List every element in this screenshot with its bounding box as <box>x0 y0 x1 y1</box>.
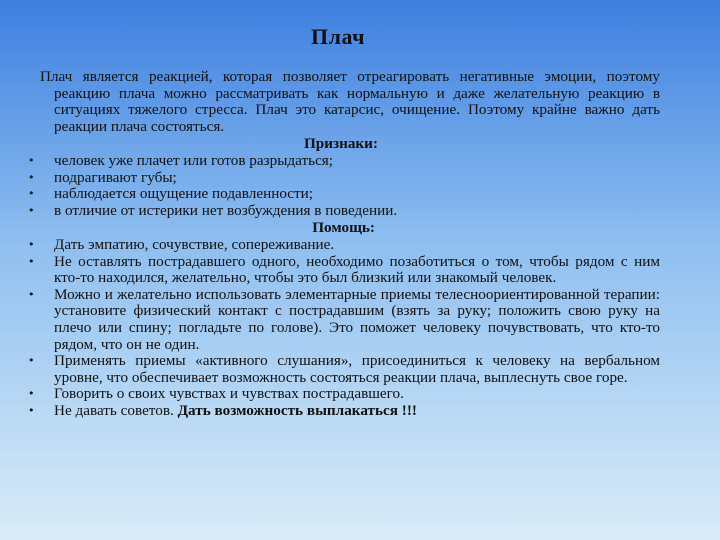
bullet-icon: • <box>28 287 35 301</box>
list-item <box>28 403 660 420</box>
slide-title: Плач <box>311 24 365 49</box>
list-item: • наблюдается ощущение подавленности; <box>28 185 314 203</box>
bullet-icon: • <box>28 153 35 167</box>
signs-heading: Признаки: <box>303 135 378 153</box>
list-item: • Можно и желательно использовать элементарные приемы телесноориентированной терапии: установите физический контакт с пострадавшим (взять за руку; положить свою руку на плечо или спину; погладьте по голове). Это поможет человеку почувствовать, что кто-то рядом, что он не один. <box>28 285 660 353</box>
advice-text: Не давать советов. <box>54 401 178 419</box>
slide-body <box>28 69 660 419</box>
bullet-icon: • <box>28 254 35 268</box>
bullet-icon: • <box>28 354 35 368</box>
list-item: • Не оставлять пострадавшего одного, необходимо позаботиться о том, чтобы рядом с ним кто-то находился, желательно, чтобы это был близкий или знакомый человек. <box>28 252 660 287</box>
bullet-icon: • <box>28 203 35 217</box>
signs-list <box>28 153 660 219</box>
list-item: • человек уже плачет или готов разрыдаться; <box>28 151 334 169</box>
bullet-icon: • <box>28 187 35 201</box>
list-item: • Говорить о своих чувствах и чувствах пострадавшего. <box>28 385 404 403</box>
list-item: • подрагивают губы; <box>28 168 177 186</box>
list-item: • Применять приемы «активного слушания», присоединиться к человеку на вербальном уровне, что обеспечивает возможность состояться реакции плача, выплеснуть свое горе. <box>28 352 660 386</box>
bullet-icon: • <box>28 403 35 417</box>
list-item: • в отличие от истерики нет возбуждения в поведении. <box>28 201 398 219</box>
bullet-icon: • <box>28 170 35 184</box>
help-heading: Помощь: <box>312 219 375 237</box>
help-list <box>28 237 660 420</box>
intro-paragraph: Плач является реакцией, которая позволяет отреагировать негативные эмоции, поэтому реакцию плача можно рассматривать как нормальную и даже желательную реакцию в ситуациях тяжелого стресса. Плач это катарсис, очищение. Поэтому крайне важно дать реакции плача состояться. <box>40 68 660 135</box>
bullet-icon: • <box>28 237 35 251</box>
list-item: • Дать эмпатию, сочувствие, сопереживание. <box>28 235 335 253</box>
bullet-icon: • <box>28 387 35 401</box>
emphasis-text: Дать возможность выплакаться !!! <box>177 401 417 419</box>
